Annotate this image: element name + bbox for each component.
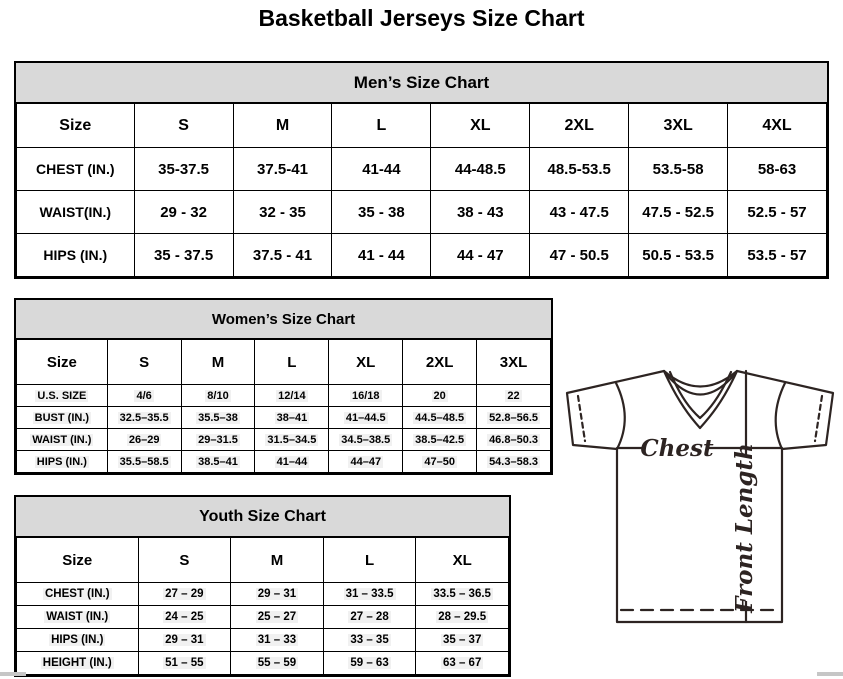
size-range-value: 41-44	[362, 160, 401, 178]
womens-table-grid	[16, 339, 551, 473]
column-header: M	[233, 104, 332, 148]
size-range-value: 16/18	[352, 389, 380, 402]
table-row	[17, 148, 827, 191]
size-range-value: 54.3–58.3	[489, 455, 538, 468]
youth-size-table	[14, 495, 511, 677]
scrollbar-fragment-right[interactable]	[817, 672, 843, 676]
table-row	[17, 652, 509, 675]
size-range-value: 27 – 29	[165, 588, 204, 600]
column-header: M	[181, 340, 255, 385]
size-range-value: 22	[507, 389, 520, 402]
size-range-value: 46.8–50.3	[489, 433, 538, 446]
size-range-value: 8/10	[207, 389, 229, 402]
header-row	[17, 104, 827, 148]
table-row	[17, 451, 551, 473]
column-header: L	[332, 104, 431, 148]
table-row	[17, 606, 509, 629]
size-range-value: 52.5 - 57	[747, 203, 807, 221]
size-range-value: 29 – 31	[165, 634, 204, 646]
size-range-value: 25 – 27	[257, 611, 297, 623]
size-range-value: 4/6	[136, 389, 152, 402]
size-range-value: 48.5-53.5	[547, 160, 611, 178]
size-range-value: 31.5–34.5	[267, 433, 317, 446]
womens-size-table	[14, 298, 553, 475]
row-label: HIPS (IN.)	[36, 455, 87, 468]
jersey-left-armhole-seam	[616, 383, 625, 449]
size-range-value: 35 - 37.5	[153, 246, 214, 264]
womens-table-title: Women’s Size Chart	[16, 300, 551, 339]
column-header: XL	[431, 104, 530, 148]
size-range-value: 29–31.5	[198, 433, 238, 446]
size-range-value: 38–41	[276, 411, 308, 424]
size-range-value: 38 - 43	[456, 203, 504, 221]
size-range-value: 33.5 – 36.5	[433, 588, 491, 600]
row-label: HIPS (IN.)	[51, 634, 104, 646]
size-range-value: 35-37.5	[158, 160, 210, 178]
size-range-value: 28 – 29.5	[438, 611, 487, 623]
size-range-value: 51 – 55	[165, 657, 204, 669]
size-range-value: 26–29	[128, 433, 160, 446]
row-label: BUST (IN.)	[34, 411, 90, 424]
table-row	[17, 234, 827, 277]
column-header: Size	[17, 104, 135, 148]
table-row	[17, 429, 551, 451]
size-range-value: 37.5 - 41	[252, 246, 313, 264]
size-range-value: 35.5–58.5	[119, 455, 169, 468]
size-range-value: 35 – 37	[442, 634, 482, 646]
table-row	[17, 191, 827, 234]
column-header: L	[323, 538, 416, 583]
jersey-right-armhole-seam	[776, 383, 785, 449]
column-header: S	[107, 340, 181, 385]
size-range-value: 38.5–42.5	[415, 433, 465, 446]
youth-table-title: Youth Size Chart	[16, 497, 509, 537]
size-range-value: 31 – 33.5	[345, 588, 394, 600]
mens-size-table	[14, 61, 829, 279]
size-range-value: 20	[433, 389, 446, 402]
size-range-value: 53.5-58	[652, 160, 704, 178]
header-row	[17, 340, 551, 385]
size-range-value: 27 – 28	[350, 611, 389, 623]
size-range-value: 31 – 33	[257, 634, 297, 646]
column-header: XL	[416, 538, 509, 583]
size-range-value: 44 - 47	[456, 246, 504, 264]
size-range-value: 52.8–56.5	[489, 411, 538, 424]
jersey-left-cuff-dashed-line	[578, 396, 585, 441]
size-range-value: 58-63	[757, 160, 797, 178]
size-range-value: 29 - 32	[160, 203, 207, 221]
size-range-value: 53.5 - 57	[747, 246, 807, 264]
jersey-right-cuff-dashed-line	[815, 396, 822, 441]
table-row	[17, 385, 551, 407]
size-range-value: 55 – 59	[257, 657, 297, 669]
column-header: S	[134, 104, 233, 148]
size-range-value: 37.5-41	[257, 160, 308, 178]
mens-table-grid	[16, 103, 827, 277]
youth-table-grid	[16, 537, 509, 675]
size-range-value: 50.5 - 53.5	[642, 246, 714, 264]
size-range-value: 41–44.5	[345, 411, 386, 424]
size-range-value: 47–50	[424, 455, 455, 468]
mens-table-title: Men’s Size Chart	[16, 63, 827, 103]
row-label: HEIGHT (IN.)	[42, 657, 112, 669]
table-row	[17, 407, 551, 429]
column-header: 3XL	[477, 340, 551, 385]
column-header: Size	[17, 538, 139, 583]
column-header: Size	[17, 340, 108, 385]
row-label: CHEST (IN.)	[36, 161, 115, 177]
size-range-value: 41 - 44	[358, 246, 405, 264]
table-row	[17, 583, 509, 606]
size-range-value: 38.5–41	[198, 455, 238, 468]
scrollbar-fragment-left[interactable]	[0, 672, 26, 676]
chest-label: Chest	[640, 435, 714, 462]
size-range-value: 63 – 67	[442, 657, 482, 669]
size-range-value: 44–47	[350, 455, 382, 468]
size-range-value: 24 – 25	[165, 611, 204, 623]
front-length-label: Front Length	[731, 443, 758, 613]
row-label: WAIST (IN.)	[32, 433, 92, 446]
size-range-value: 29 – 31	[257, 588, 297, 600]
page-title: Basketball Jerseys Size Chart	[258, 5, 585, 31]
size-range-value: 32 - 35	[259, 203, 306, 221]
table-row	[17, 629, 509, 652]
size-range-value: 41–44	[276, 455, 308, 468]
column-header: 2XL	[530, 104, 629, 148]
size-range-value: 44.5–48.5	[415, 411, 465, 424]
row-label: WAIST (IN.)	[46, 611, 109, 623]
row-label: CHEST (IN.)	[45, 588, 110, 600]
column-header: 3XL	[629, 104, 728, 148]
size-range-value: 43 - 47.5	[549, 203, 609, 221]
column-header: 4XL	[728, 104, 827, 148]
size-range-value: 33 – 35	[350, 634, 389, 646]
header-row	[17, 538, 509, 583]
size-range-value: 59 – 63	[350, 657, 389, 669]
size-range-value: 47 - 50.5	[549, 246, 609, 264]
column-header: 2XL	[403, 340, 477, 385]
size-range-value: 35.5–38	[198, 411, 238, 424]
column-header: M	[231, 538, 324, 583]
column-header: XL	[329, 340, 403, 385]
size-range-value: 12/14	[278, 389, 306, 402]
column-header: S	[138, 538, 231, 583]
size-range-value: 35 - 38	[358, 203, 405, 221]
size-range-value: 44-48.5	[454, 160, 506, 178]
column-header: L	[255, 340, 329, 385]
row-label: HIPS (IN.)	[43, 247, 108, 263]
size-range-value: 47.5 - 52.5	[642, 203, 714, 221]
row-label: WAIST(IN.)	[39, 204, 112, 220]
row-label: U.S. SIZE	[37, 389, 87, 402]
jersey-measurement-diagram	[560, 360, 843, 662]
size-range-value: 34.5–38.5	[341, 433, 391, 446]
size-range-value: 32.5–35.5	[119, 411, 169, 424]
